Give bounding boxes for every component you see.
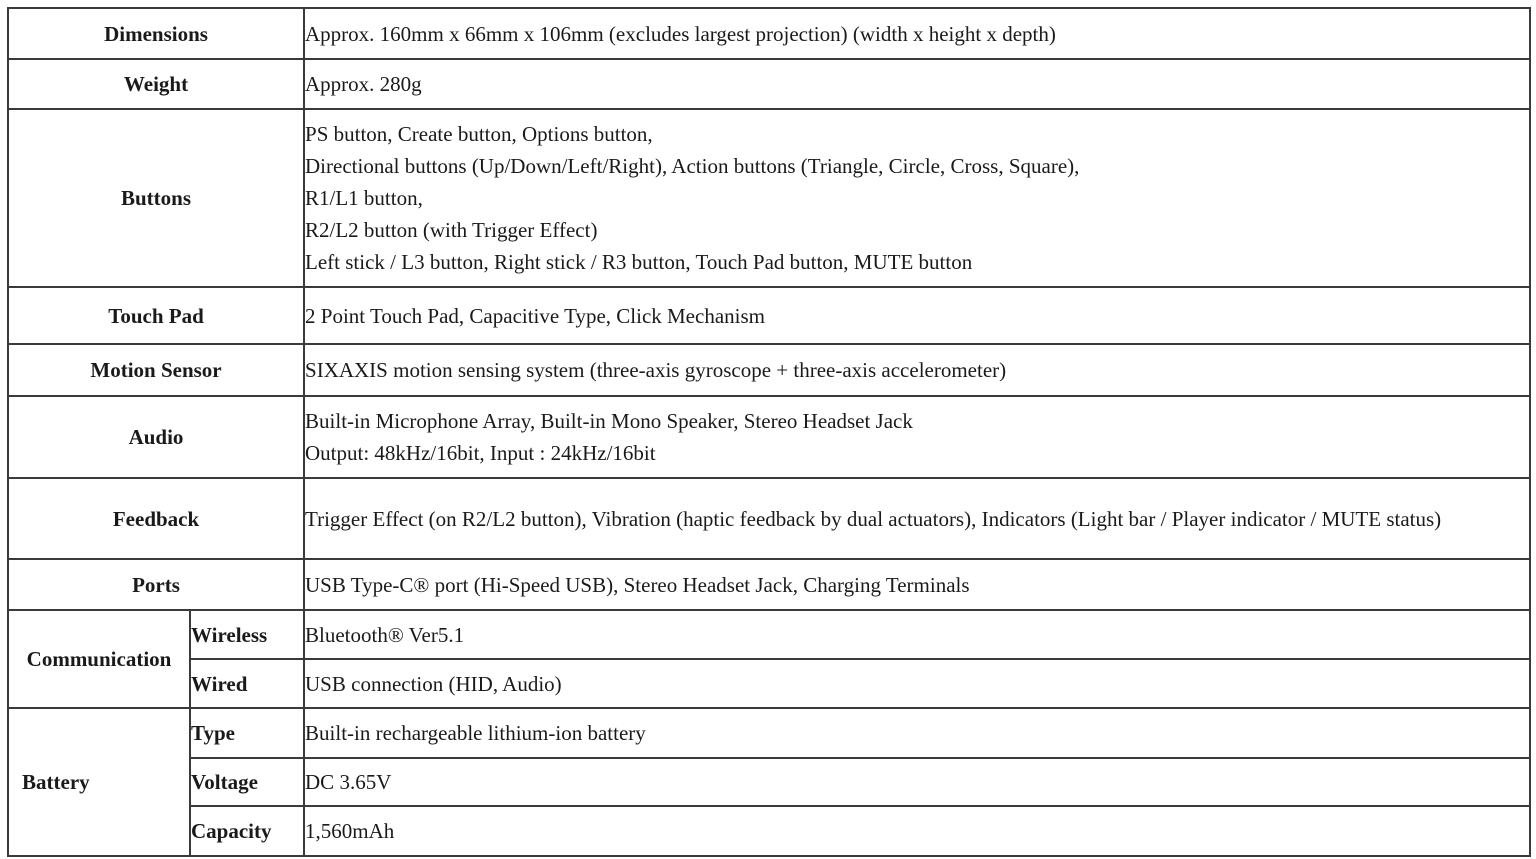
row-value-dimensions: Approx. 160mm x 66mm x 106mm (excludes largest projection) (width x height x depth) [304, 8, 1530, 59]
row-label-weight: Weight [8, 59, 304, 109]
buttons-line: Left stick / L3 button, Right stick / R3 button, Touch Pad button, MUTE button [305, 250, 973, 274]
row-value-battery-type: Built-in rechargeable lithium-ion battery [304, 708, 1530, 758]
table-row-touch-pad [8, 287, 1530, 344]
buttons-line: Directional buttons (Up/Down/Left/Right), Action buttons (Triangle, Circle, Cross, Square), [305, 154, 1080, 178]
buttons-line: PS button, Create button, Options button, [305, 122, 653, 146]
table-row-battery-voltage [8, 758, 1530, 806]
row-label-audio: Audio [8, 396, 304, 478]
row-value-ports: USB Type-C® port (Hi-Speed USB), Stereo Headset Jack, Charging Terminals [304, 559, 1530, 610]
row-value-battery-capacity: 1,560mAh [304, 806, 1530, 856]
buttons-line: R1/L1 button, [305, 186, 423, 210]
table-row-dimensions [8, 8, 1530, 59]
row-label-communication: Communication [8, 610, 190, 708]
row-value-audio [304, 396, 1530, 478]
row-value-battery-voltage: DC 3.65V [304, 758, 1530, 806]
row-label-battery: Battery [8, 708, 190, 856]
sub-label-wireless: Wireless [190, 610, 304, 659]
row-value-motion-sensor: SIXAXIS motion sensing system (three-axis gyroscope + three-axis accelerometer) [304, 344, 1530, 396]
audio-line: Output: 48kHz/16bit, Input : 24kHz/16bit [305, 441, 656, 465]
table-row-communication-wired [8, 659, 1530, 708]
row-value-feedback: Trigger Effect (on R2/L2 button), Vibration (haptic feedback by dual actuators), Indicators (Light bar / Player indicator / MUTE status) [304, 478, 1530, 559]
row-label-touch-pad: Touch Pad [8, 287, 304, 344]
row-value-wired: USB connection (HID, Audio) [304, 659, 1530, 708]
row-value-buttons [304, 109, 1530, 287]
table-row-audio [8, 396, 1530, 478]
sub-label-voltage: Voltage [190, 758, 304, 806]
audio-line: Built-in Microphone Array, Built-in Mono Speaker, Stereo Headset Jack [305, 409, 913, 433]
table-row-buttons [8, 109, 1530, 287]
buttons-line: R2/L2 button (with Trigger Effect) [305, 218, 598, 242]
sub-label-type: Type [190, 708, 304, 758]
table-row-communication-wireless [8, 610, 1530, 659]
table-row-battery-type [8, 708, 1530, 758]
row-label-feedback: Feedback [8, 478, 304, 559]
sub-label-capacity: Capacity [190, 806, 304, 856]
spec-table [7, 7, 1531, 857]
table-row-weight [8, 59, 1530, 109]
table-row-battery-capacity [8, 806, 1530, 856]
table-row-motion-sensor [8, 344, 1530, 396]
row-label-motion-sensor: Motion Sensor [8, 344, 304, 396]
row-value-weight: Approx. 280g [304, 59, 1530, 109]
row-label-ports: Ports [8, 559, 304, 610]
row-value-wireless: Bluetooth® Ver5.1 [304, 610, 1530, 659]
row-value-touch-pad: 2 Point Touch Pad, Capacitive Type, Click Mechanism [304, 287, 1530, 344]
sub-label-wired: Wired [190, 659, 304, 708]
table-row-ports [8, 559, 1530, 610]
row-label-buttons: Buttons [8, 109, 304, 287]
table-row-feedback [8, 478, 1530, 559]
row-label-dimensions: Dimensions [8, 8, 304, 59]
